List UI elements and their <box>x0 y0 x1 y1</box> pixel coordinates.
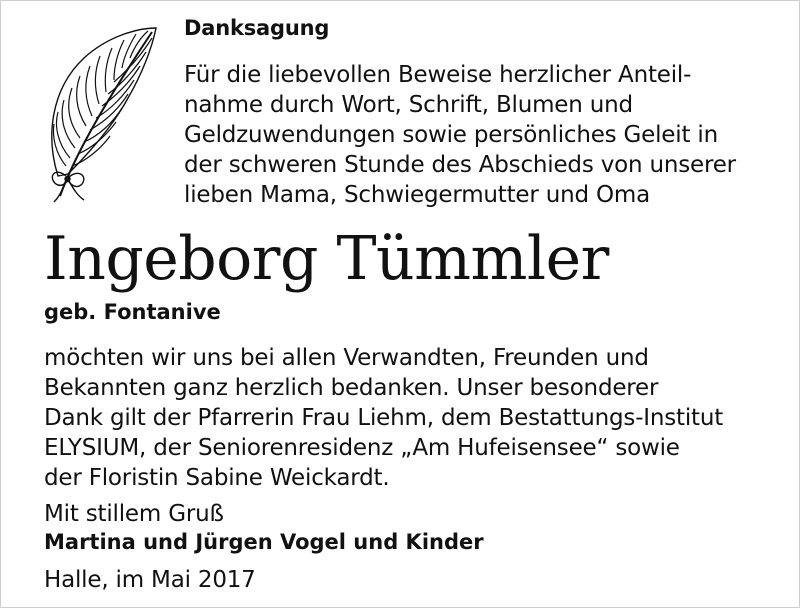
closing-greeting: Mit stillem Gruß <box>44 501 224 527</box>
thanks-line: Bekannten ganz herzlich bedanken. Unser besonderer <box>44 375 659 401</box>
thanks-paragraph <box>44 343 784 493</box>
intro-line: der schweren Stunde des Abschieds von unserer <box>184 152 736 178</box>
intro-line: Für die liebevollen Beweise herzlicher Anteil- <box>184 62 692 88</box>
thanks-line: der Floristin Sabine Weickardt. <box>44 465 390 491</box>
thanks-line: Dank gilt der Pfarrerin Frau Liehm, dem Bestattungs-Institut <box>44 405 724 431</box>
signers: Martina und Jürgen Vogel und Kinder <box>44 530 484 554</box>
intro-line: nahme durch Wort, Schrift, Blumen und <box>184 92 633 118</box>
deceased-name: Ingeborg Tümmler <box>44 224 609 294</box>
feather-icon <box>44 26 164 204</box>
place-and-date: Halle, im Mai 2017 <box>44 567 256 593</box>
thanks-line: möchten wir uns bei allen Verwandten, Freunden und <box>44 345 649 371</box>
intro-line: lieben Mama, Schwiegermutter und Oma <box>184 182 651 208</box>
intro-paragraph <box>184 60 784 210</box>
maiden-name: geb. Fontanive <box>44 300 221 324</box>
notice-heading: Danksagung <box>184 16 330 40</box>
intro-line: Geldzuwendungen sowie persönliches Geleit in <box>184 122 718 148</box>
thanks-line: ELYSIUM, der Seniorenresidenz „Am Hufeisensee“ sowie <box>44 435 680 461</box>
